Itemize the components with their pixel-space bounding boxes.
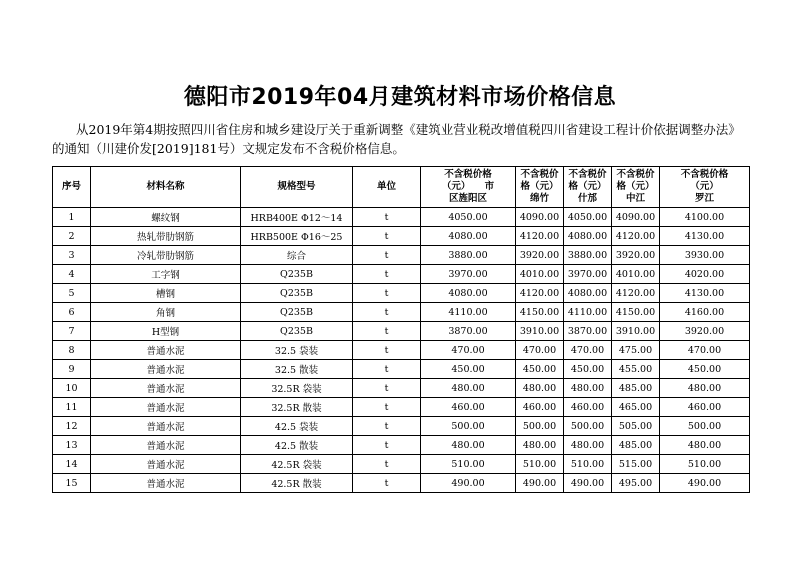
header-price-line: 不含税价: [616, 169, 655, 180]
table-row: [53, 284, 750, 303]
cell-price: 3970.00: [421, 265, 516, 284]
cell-spec: HRB500E Φ16～25: [241, 227, 353, 246]
header-price-line: 格（元）: [616, 181, 655, 192]
cell-spec: 32.5R 散装: [241, 398, 353, 417]
header-price-line: 什邡: [577, 193, 597, 204]
table-row: [53, 265, 750, 284]
cell-price: 500.00: [516, 417, 564, 436]
cell-price: 4090.00: [612, 208, 660, 227]
cell-name: 槽钢: [91, 284, 241, 303]
cell-price: 500.00: [660, 417, 750, 436]
cell-price: 510.00: [421, 455, 516, 474]
cell-price: 450.00: [421, 360, 516, 379]
cell-price: 450.00: [660, 360, 750, 379]
cell-price: 4120.00: [612, 227, 660, 246]
cell-price: 460.00: [516, 398, 564, 417]
cell-spec: 32.5 袋装: [241, 341, 353, 360]
cell-price: 3970.00: [564, 265, 612, 284]
cell-price: 500.00: [564, 417, 612, 436]
table-row: [53, 227, 750, 246]
table-row: [53, 322, 750, 341]
cell-price: 490.00: [564, 474, 612, 493]
header-seq: 序号: [53, 167, 91, 208]
header-price-luojiang: [660, 167, 750, 208]
cell-seq: 5: [53, 284, 91, 303]
cell-price: 490.00: [421, 474, 516, 493]
table-row: [53, 455, 750, 474]
cell-seq: 4: [53, 265, 91, 284]
cell-unit: t: [353, 341, 421, 360]
cell-price: 485.00: [612, 436, 660, 455]
cell-price: 4080.00: [564, 284, 612, 303]
table-row: [53, 398, 750, 417]
cell-price: 3870.00: [421, 322, 516, 341]
cell-price: 4160.00: [660, 303, 750, 322]
cell-unit: t: [353, 246, 421, 265]
cell-spec: 综合: [241, 246, 353, 265]
cell-price: 3910.00: [516, 322, 564, 341]
cell-price: 480.00: [421, 379, 516, 398]
cell-price: 490.00: [660, 474, 750, 493]
cell-price: 480.00: [421, 436, 516, 455]
cell-name: 螺纹钢: [91, 208, 241, 227]
cell-price: 3930.00: [660, 246, 750, 265]
cell-price: 475.00: [612, 341, 660, 360]
cell-name: 普通水泥: [91, 398, 241, 417]
cell-price: 480.00: [660, 436, 750, 455]
cell-price: 480.00: [564, 379, 612, 398]
cell-price: 4110.00: [564, 303, 612, 322]
header-price-line: 不含税价格: [444, 169, 492, 180]
cell-price: 480.00: [516, 436, 564, 455]
cell-price: 505.00: [612, 417, 660, 436]
header-unit: 单位: [353, 167, 421, 208]
cell-seq: 13: [53, 436, 91, 455]
cell-unit: t: [353, 417, 421, 436]
header-price-shifang: [564, 167, 612, 208]
header-price-jingyang: [421, 167, 516, 208]
header-price-zhongjiang: [612, 167, 660, 208]
cell-price: 4050.00: [564, 208, 612, 227]
cell-price: 495.00: [612, 474, 660, 493]
cell-spec: Q235B: [241, 284, 353, 303]
cell-unit: t: [353, 436, 421, 455]
cell-price: 4080.00: [421, 284, 516, 303]
cell-price: 480.00: [660, 379, 750, 398]
cell-name: 工字钢: [91, 265, 241, 284]
cell-price: 4130.00: [660, 227, 750, 246]
header-name: 材料名称: [91, 167, 241, 208]
table-row: [53, 246, 750, 265]
header-price-line: 区旌阳区: [448, 193, 487, 204]
price-table: [52, 166, 750, 493]
header-price-line: 不含税价: [568, 169, 607, 180]
cell-unit: t: [353, 303, 421, 322]
cell-price: 4050.00: [421, 208, 516, 227]
cell-price: 4020.00: [660, 265, 750, 284]
cell-name: 冷轧带肋钢筋: [91, 246, 241, 265]
cell-price: 3910.00: [612, 322, 660, 341]
header-spec: 规格型号: [241, 167, 353, 208]
cell-spec: 32.5R 袋装: [241, 379, 353, 398]
table-row: [53, 208, 750, 227]
cell-seq: 7: [53, 322, 91, 341]
table-row: [53, 474, 750, 493]
cell-seq: 10: [53, 379, 91, 398]
header-price-line: 罗江: [694, 193, 714, 204]
cell-name: 普通水泥: [91, 360, 241, 379]
cell-unit: t: [353, 398, 421, 417]
cell-price: 3880.00: [421, 246, 516, 265]
header-price-line: 格（元）: [568, 181, 607, 192]
table-row: [53, 341, 750, 360]
cell-price: 3920.00: [612, 246, 660, 265]
cell-price: 4110.00: [421, 303, 516, 322]
cell-price: 470.00: [564, 341, 612, 360]
cell-unit: t: [353, 474, 421, 493]
cell-price: 4010.00: [612, 265, 660, 284]
header-price-line: 绵竹: [529, 193, 549, 204]
cell-seq: 9: [53, 360, 91, 379]
cell-seq: 8: [53, 341, 91, 360]
cell-price: 485.00: [612, 379, 660, 398]
header-price-line: 中江: [625, 193, 645, 204]
cell-price: 510.00: [564, 455, 612, 474]
cell-name: 普通水泥: [91, 379, 241, 398]
cell-unit: t: [353, 208, 421, 227]
cell-name: 普通水泥: [91, 436, 241, 455]
table-row: [53, 436, 750, 455]
cell-seq: 1: [53, 208, 91, 227]
cell-price: 3880.00: [564, 246, 612, 265]
cell-spec: 42.5 散装: [241, 436, 353, 455]
cell-price: 470.00: [421, 341, 516, 360]
cell-seq: 2: [53, 227, 91, 246]
cell-seq: 3: [53, 246, 91, 265]
cell-seq: 15: [53, 474, 91, 493]
cell-price: 4120.00: [612, 284, 660, 303]
cell-seq: 11: [53, 398, 91, 417]
cell-name: 普通水泥: [91, 341, 241, 360]
cell-spec: Q235B: [241, 265, 353, 284]
header-price-line: （元）: [690, 181, 719, 192]
cell-name: 普通水泥: [91, 474, 241, 493]
cell-price: 465.00: [612, 398, 660, 417]
cell-price: 490.00: [516, 474, 564, 493]
cell-name: 角钢: [91, 303, 241, 322]
table-row: [53, 303, 750, 322]
cell-seq: 6: [53, 303, 91, 322]
cell-price: 460.00: [660, 398, 750, 417]
table-row: [53, 379, 750, 398]
cell-price: 3920.00: [660, 322, 750, 341]
header-price-line: （元） 市: [441, 181, 495, 192]
cell-price: 510.00: [516, 455, 564, 474]
cell-price: 450.00: [564, 360, 612, 379]
cell-name: 普通水泥: [91, 455, 241, 474]
cell-seq: 14: [53, 455, 91, 474]
cell-price: 3920.00: [516, 246, 564, 265]
cell-name: 热轧带肋钢筋: [91, 227, 241, 246]
cell-price: 4130.00: [660, 284, 750, 303]
cell-price: 4080.00: [564, 227, 612, 246]
header-price-mianzhu: [516, 167, 564, 208]
cell-price: 480.00: [516, 379, 564, 398]
table-row: [53, 417, 750, 436]
cell-price: 4120.00: [516, 284, 564, 303]
cell-price: 455.00: [612, 360, 660, 379]
page-title: 德阳市2019年04月建筑材料市场价格信息: [183, 85, 617, 110]
cell-spec: 42.5 袋装: [241, 417, 353, 436]
cell-price: 460.00: [564, 398, 612, 417]
cell-price: 4150.00: [612, 303, 660, 322]
cell-seq: 12: [53, 417, 91, 436]
table-row: [53, 360, 750, 379]
cell-price: 4080.00: [421, 227, 516, 246]
cell-spec: Q235B: [241, 303, 353, 322]
cell-price: 460.00: [421, 398, 516, 417]
cell-price: 4120.00: [516, 227, 564, 246]
cell-spec: 32.5 散装: [241, 360, 353, 379]
cell-unit: t: [353, 265, 421, 284]
cell-unit: t: [353, 227, 421, 246]
header-price-line: 不含税价: [520, 169, 559, 180]
cell-price: 4150.00: [516, 303, 564, 322]
cell-price: 4090.00: [516, 208, 564, 227]
cell-price: 470.00: [660, 341, 750, 360]
cell-name: H型钢: [91, 322, 241, 341]
intro-paragraph: 从2019年第4期按照四川省住房和城乡建设厅关于重新调整《建筑业营业税改增值税四川省建设工程计价依据调整办法》的通知（川建价发[2019]181号）文规定发布不含税价格信息。: [52, 122, 741, 156]
cell-spec: Q235B: [241, 322, 353, 341]
cell-price: 515.00: [612, 455, 660, 474]
table-header-row: [53, 167, 750, 208]
cell-price: 3870.00: [564, 322, 612, 341]
cell-price: 480.00: [564, 436, 612, 455]
header-price-line: 格（元）: [520, 181, 559, 192]
cell-price: 510.00: [660, 455, 750, 474]
cell-unit: t: [353, 284, 421, 303]
cell-spec: 42.5R 散装: [241, 474, 353, 493]
cell-price: 500.00: [421, 417, 516, 436]
cell-price: 470.00: [516, 341, 564, 360]
cell-spec: HRB400E Φ12～14: [241, 208, 353, 227]
cell-price: 450.00: [516, 360, 564, 379]
cell-spec: 42.5R 袋装: [241, 455, 353, 474]
cell-price: 4010.00: [516, 265, 564, 284]
cell-unit: t: [353, 379, 421, 398]
cell-unit: t: [353, 360, 421, 379]
cell-name: 普通水泥: [91, 417, 241, 436]
header-price-line: 不含税价格: [680, 169, 729, 180]
cell-unit: t: [353, 322, 421, 341]
cell-price: 4100.00: [660, 208, 750, 227]
cell-unit: t: [353, 455, 421, 474]
